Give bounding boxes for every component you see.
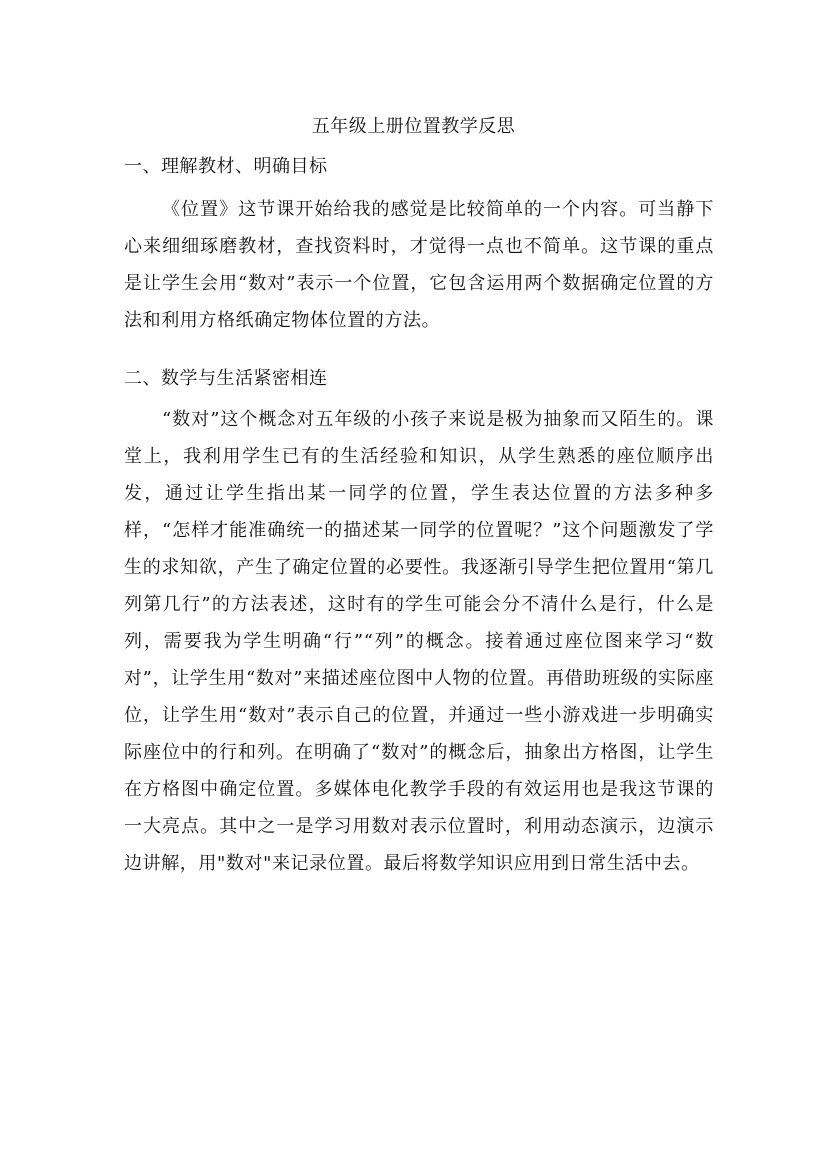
section-paragraph-2: “数对”这个概念对五年级的小孩子来说是极为抽象而又陌生的。课堂上，我利用学生已有的生活经验和知识，从学生熟悉的座位顺序出发，通过让学生指出某一同学的位置，学生表达位置的方法多种多样，“怎样才能准确统一的描述某一同学的位置呢？”这个问题激发了学生的求知欲，产生了确定位置的必要性。我逐渐引导学生把位置用“第几列第几行”的方法表述，这时有的学生可能会分不清什么是行，什么是列，需要我为学生明确“行”“列”的概念。接着通过座位图来学习“数对”，让学生用“数对”来描述座位图中人物的位置。再借助班级的实际座位，让学生用“数对”表示自己的位置，并通过一些小游戏进一步明确实际座位中的行和列。在明确了“数对”的概念后，抽象出方格图，让学生在方格图中确定位置。多媒体电化教学手段的有效运用也是我这节课的一大亮点。其中之一是学习用数对表示位置时，利用动态演示，边演示边讲解，用"数对"来记录位置。最后将数学知识应用到日常生活中去。 (124, 409, 714, 874)
section-heading-2: 二、数学与生活紧密相连 (124, 368, 328, 389)
section-paragraph-1: 《位置》这节课开始给我的感觉是比较简单的一个内容。可当静下心来细细琢磨教材，查找资料时，才觉得一点也不简单。这节课的重点是让学生会用“数对”表示一个位置，它包含运用两个数据确定位置的方法和利用方格纸确定物体位置的方法。 (124, 199, 714, 331)
document-title: 五年级上册位置教学反思 (311, 116, 516, 137)
section-heading-1: 一、理解教材、明确目标 (124, 156, 328, 177)
